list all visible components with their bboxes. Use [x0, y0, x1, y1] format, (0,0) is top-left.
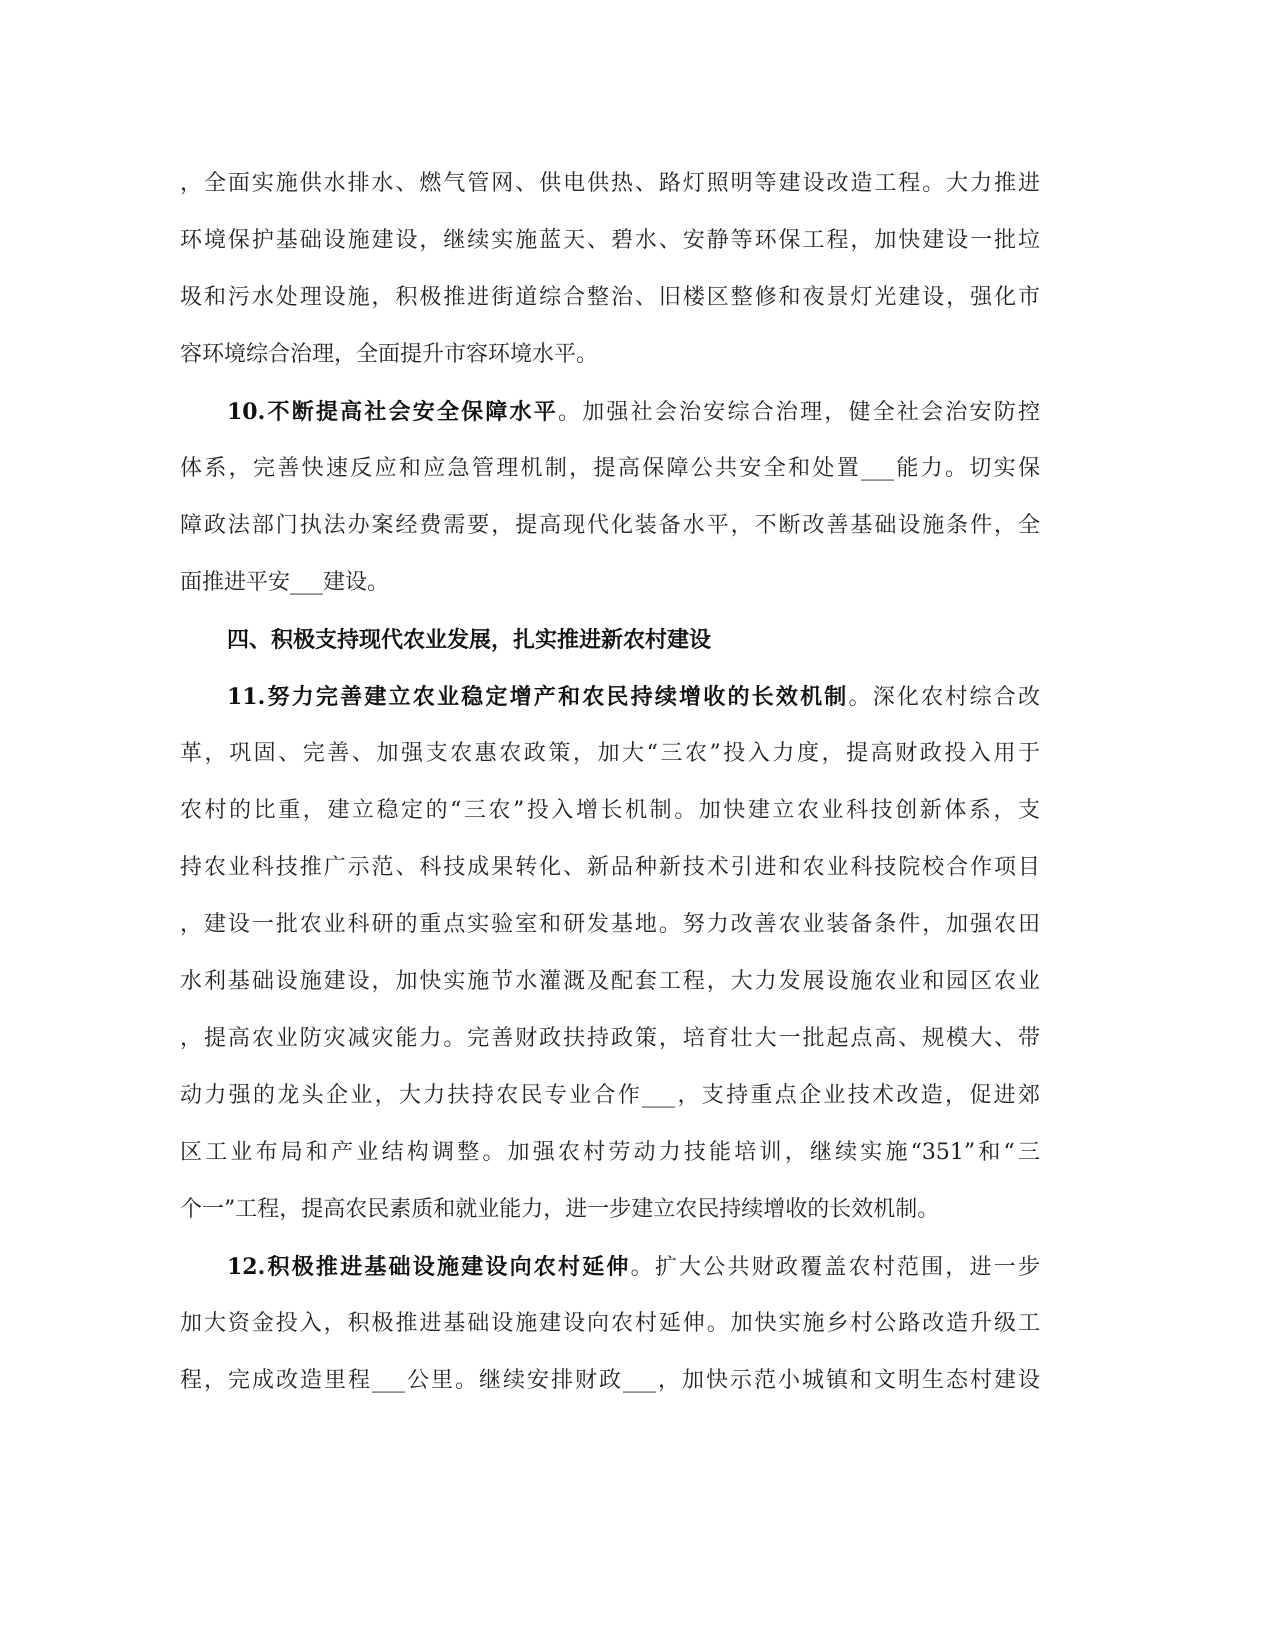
text: ，提高农业防灾减灾能力。完善财政扶持政策，培育壮大一批起点高、规模大、带: [180, 1026, 1040, 1051]
body-text-line: [180, 847, 1040, 889]
section-heading: 10.不断提高社会安全保障水平: [227, 399, 558, 425]
section-10-heading-line: [227, 391, 1040, 433]
body-text-line: [180, 1018, 1040, 1060]
text: 面推进平安___建设。: [180, 570, 390, 595]
text: 圾和污水处理设施，积极推进街道综合整治、旧楼区整修和夜景灯光建设，强化市: [180, 285, 1040, 310]
text: ，建设一批农业科研的重点实验室和研发基地。努力改善农业装备条件，加强农田: [180, 912, 1040, 937]
text: 体系，完善快速反应和应急管理机制，提高保障公共安全和处置___能力。切实保: [180, 456, 1040, 481]
section-heading: 12.积极推进基础设施建设向农村延伸: [227, 1254, 631, 1280]
body-text-line: [180, 904, 1040, 946]
text: 个一”工程，提高农民素质和就业能力，进一步建立农民持续增收的长效机制。: [180, 1197, 940, 1222]
body-text-line: [180, 562, 1040, 604]
section-11-heading-line: [227, 676, 1040, 718]
text: 。扩大公共财政覆盖农村范围，进一步: [630, 1255, 1040, 1280]
body-text-line: [180, 1360, 1040, 1402]
body-text-line: [180, 163, 1040, 205]
section-12-heading-line: [227, 1246, 1040, 1288]
text: 容环境综合治理，全面提升市容环境水平。: [180, 342, 599, 367]
text: 。加强社会治安综合治理，健全社会治安防控: [558, 400, 1040, 425]
text: ，全面实施供水排水、燃气管网、供电供热、路灯照明等建设改造工程。大力推进: [180, 171, 1040, 196]
chapter-heading: [227, 619, 1040, 661]
text: 障政法部门执法办案经费需要，提高现代化装备水平，不断改善基础设施条件，全: [180, 513, 1040, 538]
body-text-line: [180, 1303, 1040, 1345]
body-text-line: [180, 505, 1040, 547]
chapter-heading-text: 四、积极支持现代农业发展，扎实推进新农村建设: [227, 627, 712, 653]
body-text-line: [180, 790, 1040, 832]
text: 加大资金投入，积极推进基础设施建设向农村延伸。加快实施乡村公路改造升级工: [180, 1311, 1040, 1336]
text: 持农业科技推广示范、科技成果转化、新品种新技术引进和农业科技院校合作项目: [180, 855, 1040, 880]
body-text-line: [180, 961, 1040, 1003]
section-heading: 11.努力完善建立农业稳定增产和农民持续增收的长效机制: [227, 684, 849, 710]
text: 水利基础设施建设，加快实施节水灌溉及配套工程，大力发展设施农业和园区农业: [180, 969, 1040, 994]
body-text-line: [180, 220, 1040, 262]
body-text-line: [180, 1132, 1040, 1174]
text: 。深化农村综合改: [848, 685, 1040, 710]
text: 程，完成改造里程___公里。继续安排财政___，加快示范小城镇和文明生态村建设: [180, 1368, 1040, 1393]
text: 农村的比重，建立稳定的“三农”投入增长机制。加快建立农业科技创新体系，支: [180, 798, 1040, 823]
text: 环境保护基础设施建设，继续实施蓝天、碧水、安静等环保工程，加快建设一批垃: [180, 228, 1040, 253]
text: 动力强的龙头企业，大力扶持农民专业合作___，支持重点企业技术改造，促进郊: [180, 1083, 1040, 1108]
text: 革，巩固、完善、加强支农惠农政策，加大“三农”投入力度，提高财政投入用于: [180, 741, 1040, 766]
body-text-line: [180, 1189, 1040, 1231]
body-text-line: [180, 733, 1040, 775]
body-text-line: [180, 1075, 1040, 1117]
text: 区工业布局和产业结构调整。加强农村劳动力技能培训，继续实施“351”和“三: [180, 1140, 1040, 1165]
body-text-line: [180, 277, 1040, 319]
body-text-line: [180, 334, 1040, 376]
body-text-line: [180, 448, 1040, 490]
